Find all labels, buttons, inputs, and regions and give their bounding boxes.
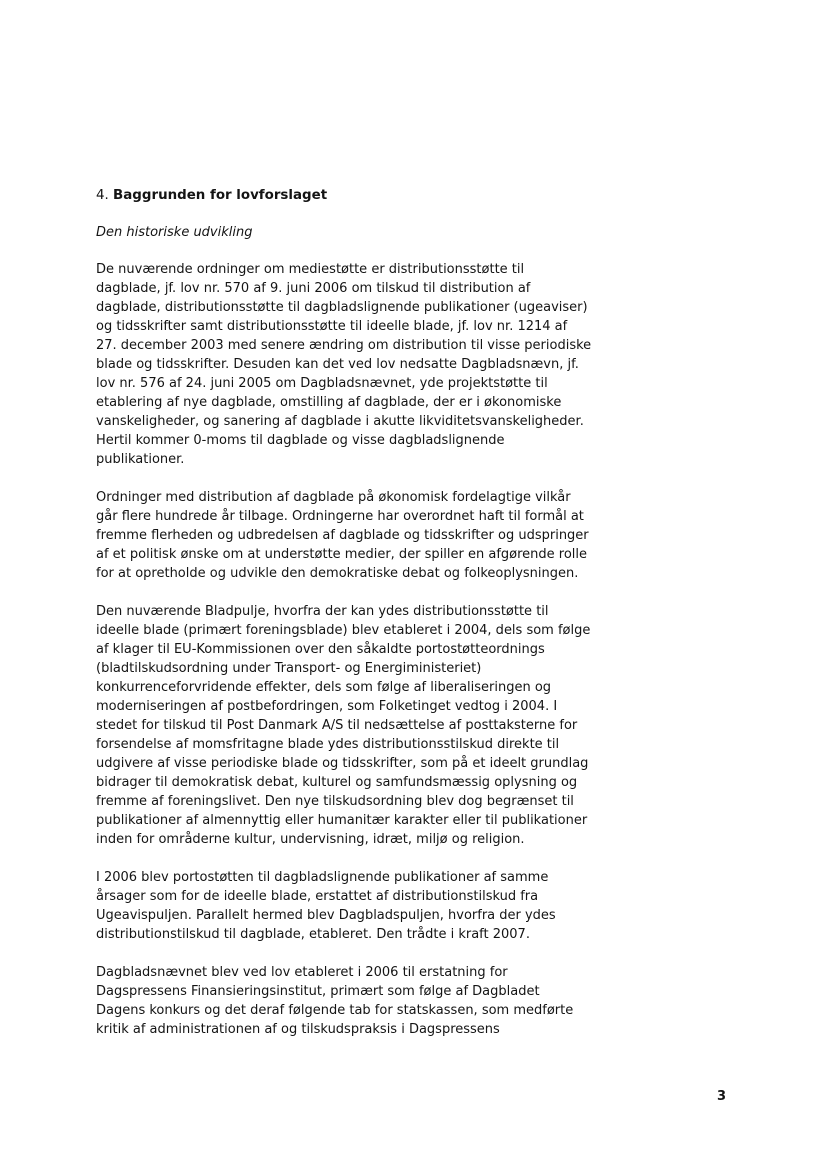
paragraph-line: lov nr. 576 af 24. juni 2005 om Dagbladsnævnet, yde projektstøtte til: [96, 376, 548, 391]
paragraph-line: af klager til EU-Kommissionen over den såkaldte portostøtteordnings: [96, 642, 545, 657]
paragraph-line: Den nuværende Bladpulje, hvorfra der kan ydes distributionsstøtte til: [96, 604, 549, 619]
section-heading: [96, 186, 756, 205]
paragraph-line: dagblade, jf. lov nr. 570 af 9. juni 2006 om tilskud til distribution af: [96, 281, 531, 296]
paragraph-line: konkurrenceforvridende effekter, dels som følge af liberaliseringen og: [96, 680, 552, 695]
section-number: 4.: [96, 188, 109, 203]
paragraph-line: inden for områderne kultur, undervisning, idræt, miljø og religion.: [96, 832, 525, 847]
paragraph-line: stedet for tilskud til Post Danmark A/S til nedsættelse af posttaksterne for: [96, 718, 578, 733]
paragraph-line: udgivere af visse periodiske blade og tidsskrifter, som på et ideelt grundlag: [96, 756, 589, 771]
paragraph: [96, 868, 756, 944]
paragraph-line: Dagspressens Finansieringsinstitut, primært som følge af Dagbladet: [96, 984, 540, 999]
paragraph-line: moderniseringen af postbefordringen, som Folketinget vedtog i 2004. I: [96, 699, 558, 714]
paragraph-line: for at opretholde og udvikle den demokratiske debat og folkeoplysningen.: [96, 566, 579, 581]
paragraph-line: De nuværende ordninger om mediestøtte er distributionsstøtte til: [96, 262, 525, 277]
paragraph: [96, 602, 756, 849]
paragraph-line: dagblade, distributionsstøtte til dagbladslignende publikationer (ugeaviser): [96, 300, 588, 315]
paragraph-line: Hertil kommer 0-moms til dagblade og visse dagbladslignende: [96, 433, 505, 448]
paragraph-line: årsager som for de ideelle blade, erstattet af distributionstilskud fra: [96, 889, 539, 904]
paragraph-line: I 2006 blev portostøtten til dagbladslignende publikationer af samme: [96, 870, 549, 885]
paragraph: [96, 260, 756, 469]
paragraph-line: fremme af foreningslivet. Den nye tilskudsordning blev dog begrænset til: [96, 794, 574, 809]
paragraph-line: vanskeligheder, og sanering af dagblade i akutte likviditetsvanskeligheder.: [96, 414, 584, 429]
paragraph-line: publikationer af almennyttig eller humanitær karakter eller til publikationer: [96, 813, 588, 828]
paragraph-line: bidrager til demokratisk debat, kulturel og samfundsmæssig oplysning og: [96, 775, 578, 790]
paragraph-line: 27. december 2003 med senere ændring om distribution til visse periodiske: [96, 338, 592, 353]
subsection-title: Den historiske udvikling: [96, 225, 253, 240]
paragraph-line: forsendelse af momsfritagne blade ydes distributionsstilskud direkte til: [96, 737, 560, 752]
paragraph-line: kritik af administrationen af og tilskudspraksis i Dagspressens: [96, 1022, 500, 1037]
paragraph-line: Ugeavispuljen. Parallelt hermed blev Dagbladspuljen, hvorfra der ydes: [96, 908, 556, 923]
paragraph-line: af et politisk ønske om at understøtte medier, der spiller en afgørende rolle: [96, 547, 588, 562]
page-number: 3: [717, 1089, 727, 1104]
section-title: Baggrunden for lovforslaget: [113, 188, 328, 203]
paragraph-line: publikationer.: [96, 452, 185, 467]
paragraph-line: fremme flerheden og udbredelsen af dagblade og tidsskrifter og udspringer: [96, 528, 589, 543]
paragraph-line: Dagens konkurs og det deraf følgende tab for statskassen, som medførte: [96, 1003, 574, 1018]
paragraph-line: Dagbladsnævnet blev ved lov etableret i 2006 til erstatning for: [96, 965, 508, 980]
paragraph-line: ideelle blade (primært foreningsblade) blev etableret i 2004, dels som følge: [96, 623, 591, 638]
paragraph-line: og tidsskrifter samt distributionsstøtte til ideelle blade, jf. lov nr. 1214 af: [96, 319, 568, 334]
paragraph-line: etablering af nye dagblade, omstilling af dagblade, der er i økonomiske: [96, 395, 562, 410]
body-paragraphs: [96, 260, 756, 1039]
paragraph: [96, 488, 756, 583]
paragraph-line: blade og tidsskrifter. Desuden kan det ved lov nedsatte Dagbladsnævn, jf.: [96, 357, 579, 372]
page-content: [96, 186, 756, 1058]
paragraph-line: (bladtilskudsordning under Transport- og Energiministeriet): [96, 661, 482, 676]
paragraph-line: distributionstilskud til dagblade, etableret. Den trådte i kraft 2007.: [96, 927, 530, 942]
paragraph-line: Ordninger med distribution af dagblade på økonomisk fordelagtige vilkår: [96, 490, 571, 505]
paragraph: [96, 963, 756, 1039]
paragraph-line: går flere hundrede år tilbage. Ordningerne har overordnet haft til formål at: [96, 509, 584, 524]
